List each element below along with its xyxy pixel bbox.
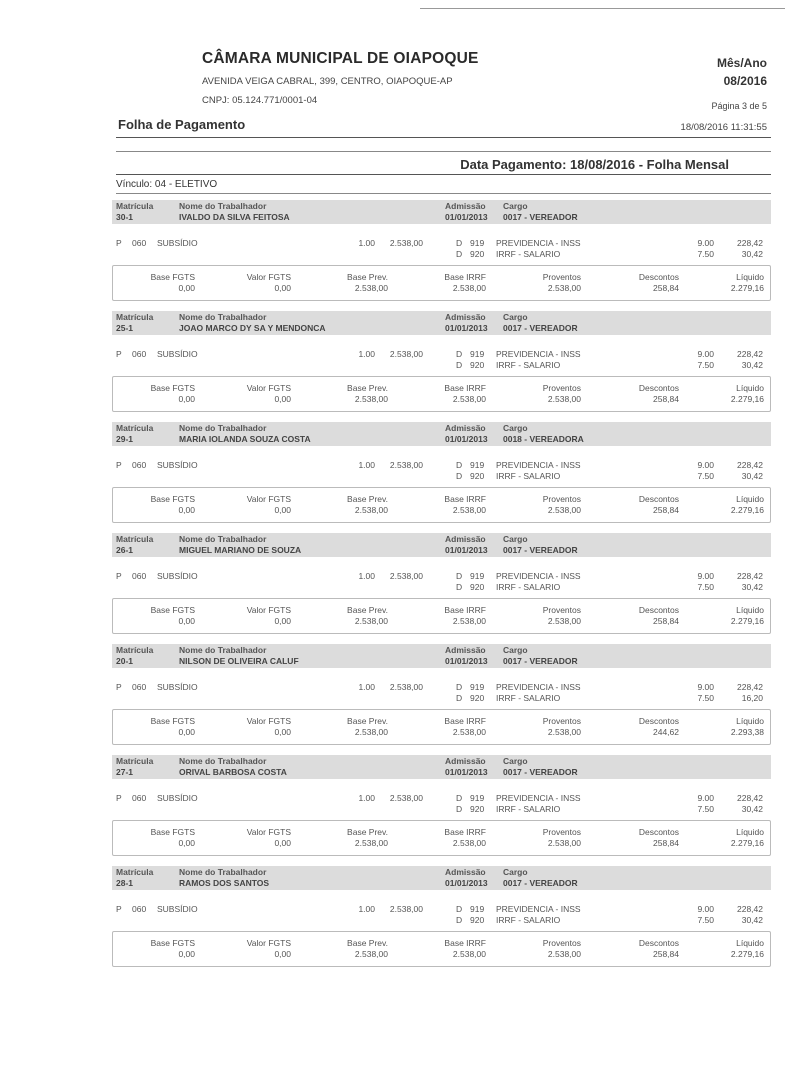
base-irrf-label: Base IRRF [444,938,486,948]
desconto-ref: 7.50 [697,804,714,814]
cargo-label: Cargo [503,423,528,433]
base-prev-label: Base Prev. [347,605,388,615]
desconto-descricao: PREVIDENCIA - INSS [496,349,581,359]
descontos-label: Descontos [638,827,679,837]
matricula-label: Matrícula [116,312,154,322]
desconto-ref: 9.00 [697,460,714,470]
totals-box [112,376,771,412]
employee-header-bar [112,644,771,668]
admissao-label: Admissão [445,645,486,655]
desconto-valor: 228,42 [737,460,763,470]
provento-codigo: 060 [132,904,147,914]
base-fgts-label: Base FGTS [150,938,195,948]
desconto-tipo: D [456,904,463,914]
base-fgts-label: Base FGTS [150,494,195,504]
liquido-value: 2.279,16 [730,394,764,404]
proventos-value: 2.538,00 [547,283,581,293]
nome-label: Nome do Trabalhador [179,756,267,766]
desconto-ref: 9.00 [697,238,714,248]
employee-header-bar [112,422,771,446]
nome-value: MIGUEL MARIANO DE SOUZA [179,545,302,555]
desconto-ref: 9.00 [697,793,714,803]
matricula-value: 30-1 [116,212,134,222]
provento-descricao: SUBSÍDIO [157,349,198,359]
nome-value: JOAO MARCO DY SA Y MENDONCA [179,323,326,333]
base-fgts-label: Base FGTS [150,383,195,393]
desconto-codigo: 919 [470,904,485,914]
base-fgts-label: Base FGTS [150,272,195,282]
admissao-label: Admissão [445,867,486,877]
liquido-label: Líquido [736,605,764,615]
desconto-valor: 30,42 [741,582,763,592]
base-prev-label: Base Prev. [347,272,388,282]
desconto-tipo: D [456,249,463,259]
base-prev-label: Base Prev. [347,716,388,726]
liquido-label: Líquido [736,494,764,504]
mes-ano-label: Mês/Ano [716,56,767,70]
desconto-tipo: D [456,238,463,248]
provento-ref: 1.00 [358,460,375,470]
valor-fgts-label: Valor FGTS [246,605,291,615]
vinculo-divider [116,193,771,194]
header-divider-2 [116,151,771,152]
base-fgts-value: 0,00 [178,838,195,848]
desconto-valor: 30,42 [741,471,763,481]
desconto-codigo: 919 [470,793,485,803]
nome-value: IVALDO DA SILVA FEITOSA [179,212,290,222]
cargo-label: Cargo [503,201,528,211]
desconto-tipo: D [456,915,463,925]
descontos-label: Descontos [638,938,679,948]
provento-valor: 2.538,00 [389,682,423,692]
desconto-tipo: D [456,682,463,692]
matricula-label: Matrícula [116,423,154,433]
base-irrf-label: Base IRRF [444,494,486,504]
liquido-value: 2.279,16 [730,949,764,959]
liquido-label: Líquido [736,716,764,726]
matricula-value: 25-1 [116,323,134,333]
desconto-ref: 9.00 [697,349,714,359]
admissao-label: Admissão [445,756,486,766]
provento-ref: 1.00 [358,571,375,581]
valor-fgts-label: Valor FGTS [246,827,291,837]
desconto-codigo: 920 [470,360,485,370]
valor-fgts-value: 0,00 [274,283,291,293]
provento-codigo: 060 [132,238,147,248]
nome-value: MARIA IOLANDA SOUZA COSTA [179,434,311,444]
base-fgts-value: 0,00 [178,394,195,404]
provento-tipo: P [116,349,122,359]
admissao-value: 01/01/2013 [445,656,488,666]
provento-tipo: P [116,571,122,581]
provento-descricao: SUBSÍDIO [157,238,198,248]
desconto-valor: 30,42 [741,249,763,259]
provento-ref: 1.00 [358,238,375,248]
base-prev-value: 2.538,00 [354,727,388,737]
cargo-value: 0017 - VEREADOR [503,545,578,555]
matricula-value: 28-1 [116,878,134,888]
descontos-value: 258,84 [653,838,679,848]
liquido-value: 2.293,38 [730,727,764,737]
matricula-label: Matrícula [116,756,154,766]
header-divider [116,137,771,138]
proventos-value: 2.538,00 [547,949,581,959]
desconto-codigo: 920 [470,471,485,481]
proventos-label: Proventos [542,383,581,393]
desconto-descricao: PREVIDENCIA - INSS [496,904,581,914]
totals-box [112,487,771,523]
base-prev-value: 2.538,00 [354,505,388,515]
desconto-descricao: PREVIDENCIA - INSS [496,682,581,692]
base-irrf-label: Base IRRF [444,605,486,615]
cargo-value: 0017 - VEREADOR [503,656,578,666]
proventos-value: 2.538,00 [547,727,581,737]
proventos-value: 2.538,00 [547,838,581,848]
base-irrf-value: 2.538,00 [452,283,486,293]
desconto-codigo: 919 [470,460,485,470]
descontos-value: 258,84 [653,505,679,515]
descontos-value: 258,84 [653,949,679,959]
nome-label: Nome do Trabalhador [179,867,267,877]
desconto-tipo: D [456,360,463,370]
admissao-label: Admissão [445,312,486,322]
descontos-value: 258,84 [653,394,679,404]
payment-info: Data Pagamento: 18/08/2016 - Folha Mensal [460,157,729,172]
desconto-ref: 7.50 [697,915,714,925]
provento-tipo: P [116,460,122,470]
desconto-valor: 16,20 [741,693,763,703]
totals-box [112,598,771,634]
base-fgts-label: Base FGTS [150,716,195,726]
desconto-ref: 7.50 [697,693,714,703]
proventos-value: 2.538,00 [547,394,581,404]
descontos-value: 258,84 [653,616,679,626]
descontos-value: 258,84 [653,283,679,293]
base-fgts-value: 0,00 [178,505,195,515]
base-fgts-value: 0,00 [178,283,195,293]
desconto-descricao: IRRF - SALARIO [496,693,561,703]
totals-box [112,820,771,856]
org-cnpj: CNPJ: 05.124.771/0001-04 [202,95,318,106]
desconto-tipo: D [456,349,463,359]
totals-box [112,709,771,745]
employee-header-bar [112,311,771,335]
valor-fgts-label: Valor FGTS [246,494,291,504]
provento-ref: 1.00 [358,904,375,914]
admissao-label: Admissão [445,201,486,211]
desconto-tipo: D [456,460,463,470]
cargo-label: Cargo [503,534,528,544]
proventos-label: Proventos [542,938,581,948]
desconto-descricao: PREVIDENCIA - INSS [496,571,581,581]
admissao-value: 01/01/2013 [445,323,488,333]
matricula-label: Matrícula [116,867,154,877]
desconto-tipo: D [456,693,463,703]
base-irrf-value: 2.538,00 [452,505,486,515]
admissao-value: 01/01/2013 [445,545,488,555]
payment-divider [116,174,771,175]
proventos-label: Proventos [542,827,581,837]
admissao-value: 01/01/2013 [445,878,488,888]
base-fgts-label: Base FGTS [150,827,195,837]
desconto-codigo: 920 [470,915,485,925]
matricula-value: 26-1 [116,545,134,555]
valor-fgts-value: 0,00 [274,727,291,737]
matricula-value: 29-1 [116,434,134,444]
proventos-label: Proventos [542,605,581,615]
proventos-label: Proventos [542,716,581,726]
provento-valor: 2.538,00 [389,460,423,470]
base-prev-label: Base Prev. [347,938,388,948]
valor-fgts-label: Valor FGTS [246,716,291,726]
provento-descricao: SUBSÍDIO [157,460,198,470]
desconto-tipo: D [456,804,463,814]
vinculo-label: Vínculo: 04 - ELETIVO [116,179,218,190]
employee-header-bar [112,755,771,779]
liquido-label: Líquido [736,383,764,393]
descontos-label: Descontos [638,383,679,393]
page-number: Página 3 de 5 [711,101,767,111]
provento-ref: 1.00 [358,682,375,692]
cargo-label: Cargo [503,645,528,655]
matricula-label: Matrícula [116,645,154,655]
admissao-value: 01/01/2013 [445,767,488,777]
nome-value: RAMOS DOS SANTOS [179,878,270,888]
descontos-value: 244,62 [653,727,679,737]
desconto-valor: 30,42 [741,360,763,370]
provento-descricao: SUBSÍDIO [157,904,198,914]
desconto-valor: 228,42 [737,349,763,359]
desconto-descricao: PREVIDENCIA - INSS [496,793,581,803]
proventos-value: 2.538,00 [547,505,581,515]
desconto-ref: 7.50 [697,471,714,481]
base-irrf-value: 2.538,00 [452,616,486,626]
nome-label: Nome do Trabalhador [179,312,267,322]
provento-ref: 1.00 [358,349,375,359]
provento-descricao: SUBSÍDIO [157,571,198,581]
cargo-value: 0017 - VEREADOR [503,323,578,333]
provento-codigo: 060 [132,460,147,470]
desconto-valor: 228,42 [737,793,763,803]
provento-tipo: P [116,682,122,692]
base-fgts-value: 0,00 [178,949,195,959]
desconto-ref: 9.00 [697,571,714,581]
desconto-ref: 9.00 [697,682,714,692]
top-rule [420,8,785,9]
desconto-descricao: IRRF - SALARIO [496,582,561,592]
base-irrf-label: Base IRRF [444,827,486,837]
liquido-value: 2.279,16 [730,838,764,848]
desconto-codigo: 919 [470,349,485,359]
desconto-descricao: IRRF - SALARIO [496,471,561,481]
org-name: CÂMARA MUNICIPAL DE OIAPOQUE [202,50,479,67]
desconto-ref: 7.50 [697,360,714,370]
admissao-label: Admissão [445,423,486,433]
valor-fgts-value: 0,00 [274,505,291,515]
desconto-tipo: D [456,582,463,592]
provento-valor: 2.538,00 [389,238,423,248]
provento-codigo: 060 [132,682,147,692]
liquido-label: Líquido [736,938,764,948]
liquido-label: Líquido [736,272,764,282]
base-prev-value: 2.538,00 [354,283,388,293]
provento-valor: 2.538,00 [389,571,423,581]
desconto-tipo: D [456,793,463,803]
nome-value: ORIVAL BARBOSA COSTA [179,767,287,777]
cargo-label: Cargo [503,867,528,877]
desconto-codigo: 920 [470,582,485,592]
desconto-ref: 9.00 [697,904,714,914]
provento-tipo: P [116,904,122,914]
provento-descricao: SUBSÍDIO [157,793,198,803]
provento-valor: 2.538,00 [389,793,423,803]
desconto-descricao: PREVIDENCIA - INSS [496,460,581,470]
cargo-value: 0018 - VEREADORA [503,434,584,444]
provento-codigo: 060 [132,349,147,359]
base-irrf-value: 2.538,00 [452,949,486,959]
admissao-value: 01/01/2013 [445,212,488,222]
totals-box [112,931,771,967]
employee-header-bar [112,533,771,557]
base-prev-value: 2.538,00 [354,394,388,404]
desconto-codigo: 920 [470,249,485,259]
employee-header-bar [112,866,771,890]
base-irrf-label: Base IRRF [444,716,486,726]
descontos-label: Descontos [638,272,679,282]
matricula-value: 20-1 [116,656,134,666]
provento-descricao: SUBSÍDIO [157,682,198,692]
desconto-descricao: IRRF - SALARIO [496,249,561,259]
desconto-ref: 7.50 [697,582,714,592]
nome-value: NILSON DE OLIVEIRA CALUF [179,656,299,666]
nome-label: Nome do Trabalhador [179,423,267,433]
valor-fgts-value: 0,00 [274,616,291,626]
base-fgts-value: 0,00 [178,727,195,737]
desconto-valor: 228,42 [737,904,763,914]
provento-ref: 1.00 [358,793,375,803]
cargo-label: Cargo [503,756,528,766]
base-irrf-label: Base IRRF [444,383,486,393]
liquido-value: 2.279,16 [730,616,764,626]
nome-label: Nome do Trabalhador [179,201,267,211]
desconto-tipo: D [456,471,463,481]
desconto-ref: 7.50 [697,249,714,259]
desconto-codigo: 920 [470,804,485,814]
base-irrf-value: 2.538,00 [452,727,486,737]
provento-codigo: 060 [132,571,147,581]
cargo-value: 0017 - VEREADOR [503,212,578,222]
valor-fgts-label: Valor FGTS [246,938,291,948]
cargo-value: 0017 - VEREADOR [503,767,578,777]
matricula-label: Matrícula [116,201,154,211]
liquido-value: 2.279,16 [730,283,764,293]
provento-tipo: P [116,238,122,248]
desconto-descricao: IRRF - SALARIO [496,915,561,925]
proventos-label: Proventos [542,272,581,282]
base-prev-label: Base Prev. [347,383,388,393]
cargo-value: 0017 - VEREADOR [503,878,578,888]
admissao-value: 01/01/2013 [445,434,488,444]
mes-ano-value: 08/2016 [723,74,767,88]
valor-fgts-value: 0,00 [274,949,291,959]
org-address: AVENIDA VEIGA CABRAL, 399, CENTRO, OIAPOQUE-AP [202,76,453,87]
base-irrf-value: 2.538,00 [452,838,486,848]
base-irrf-label: Base IRRF [444,272,486,282]
liquido-label: Líquido [736,827,764,837]
provento-valor: 2.538,00 [389,349,423,359]
employee-record [112,866,771,1087]
base-fgts-value: 0,00 [178,616,195,626]
base-prev-value: 2.538,00 [354,838,388,848]
desconto-tipo: D [456,571,463,581]
desconto-codigo: 919 [470,238,485,248]
desconto-valor: 30,42 [741,915,763,925]
descontos-label: Descontos [638,494,679,504]
matricula-label: Matrícula [116,534,154,544]
cargo-label: Cargo [503,312,528,322]
desconto-codigo: 919 [470,571,485,581]
provento-valor: 2.538,00 [389,904,423,914]
desconto-valor: 228,42 [737,571,763,581]
base-fgts-label: Base FGTS [150,605,195,615]
base-irrf-value: 2.538,00 [452,394,486,404]
provento-tipo: P [116,793,122,803]
liquido-value: 2.279,16 [730,505,764,515]
desconto-valor: 228,42 [737,682,763,692]
matricula-value: 27-1 [116,767,134,777]
valor-fgts-label: Valor FGTS [246,383,291,393]
desconto-codigo: 919 [470,682,485,692]
base-prev-label: Base Prev. [347,494,388,504]
desconto-valor: 228,42 [737,238,763,248]
print-datetime: 18/08/2016 11:31:55 [680,122,767,133]
valor-fgts-label: Valor FGTS [246,272,291,282]
valor-fgts-value: 0,00 [274,838,291,848]
proventos-value: 2.538,00 [547,616,581,626]
admissao-label: Admissão [445,534,486,544]
desconto-descricao: PREVIDENCIA - INSS [496,238,581,248]
document-title: Folha de Pagamento [118,117,246,132]
nome-label: Nome do Trabalhador [179,645,267,655]
descontos-label: Descontos [638,605,679,615]
desconto-codigo: 920 [470,693,485,703]
base-prev-value: 2.538,00 [354,949,388,959]
totals-box [112,265,771,301]
nome-label: Nome do Trabalhador [179,534,267,544]
provento-codigo: 060 [132,793,147,803]
descontos-label: Descontos [638,716,679,726]
desconto-descricao: IRRF - SALARIO [496,360,561,370]
employee-header-bar [112,200,771,224]
valor-fgts-value: 0,00 [274,394,291,404]
base-prev-label: Base Prev. [347,827,388,837]
desconto-descricao: IRRF - SALARIO [496,804,561,814]
proventos-label: Proventos [542,494,581,504]
desconto-valor: 30,42 [741,804,763,814]
base-prev-value: 2.538,00 [354,616,388,626]
